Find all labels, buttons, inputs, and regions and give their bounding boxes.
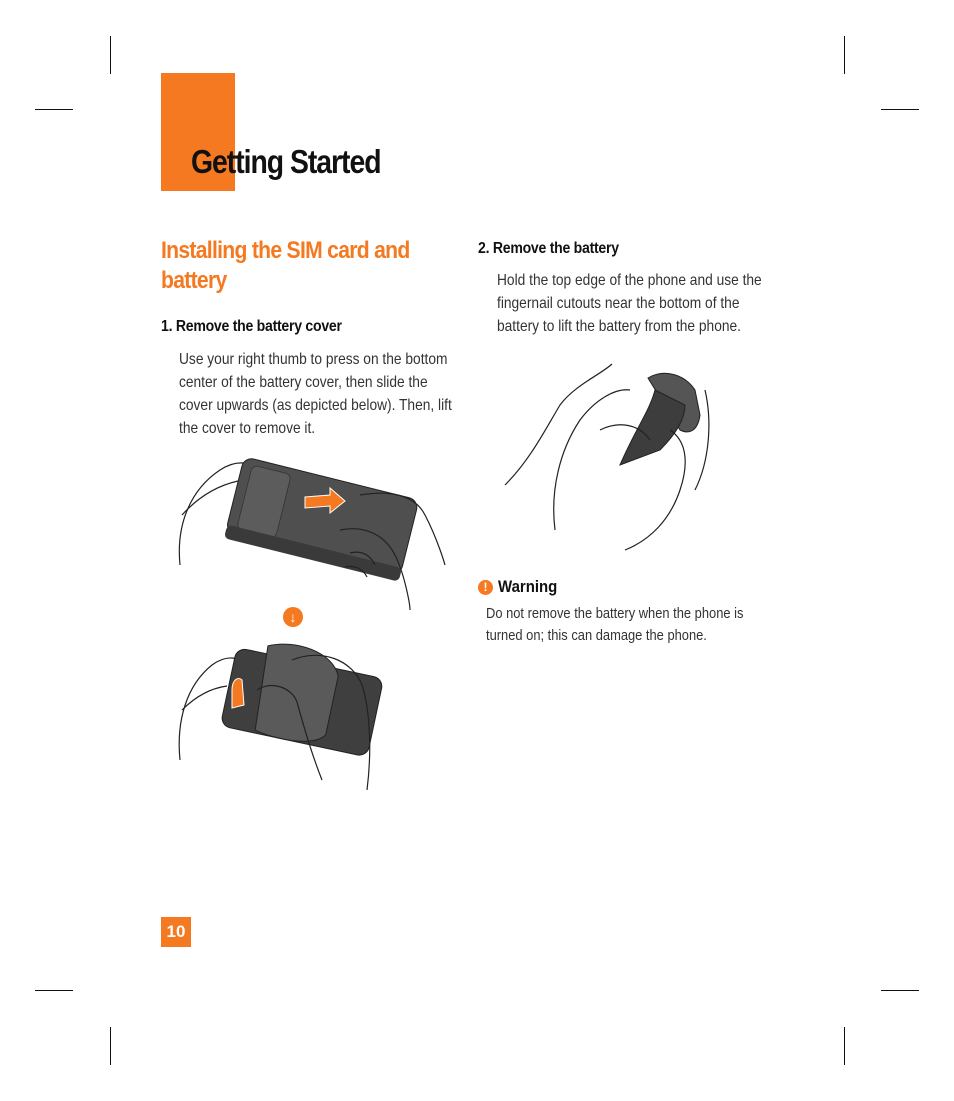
- warning-heading: [478, 577, 565, 597]
- crop-mark: [35, 990, 73, 991]
- step-2-text: Hold the top edge of the phone and use the fingernail cutouts near the bottom of the battery to lift the battery from the phone.: [497, 272, 762, 335]
- crop-mark: [110, 36, 111, 74]
- warning-icon: !: [478, 580, 493, 595]
- remove-battery-illustration: [500, 360, 720, 555]
- crop-mark: [844, 1027, 845, 1065]
- crop-mark: [110, 1027, 111, 1065]
- step-1-text: Use your right thumb to press on the bottom center of the battery cover, then slide the cover upwards (as depicted below). Then, lift the cover to remove it.: [179, 351, 452, 437]
- section-title: Installing the SIM card and battery: [161, 237, 410, 294]
- crop-mark: [881, 109, 919, 110]
- lift-cover-illustration: [172, 640, 392, 800]
- warning-label: Warning: [498, 577, 558, 596]
- crop-mark: [881, 990, 919, 991]
- step-1-heading: 1. Remove the battery cover: [161, 318, 342, 335]
- crop-mark: [35, 109, 73, 110]
- down-arrow-icon: ↓: [283, 607, 303, 627]
- chapter-title: Getting Started: [191, 143, 381, 180]
- page-number: 10: [161, 917, 191, 947]
- crop-mark: [844, 36, 845, 74]
- warning-text: Do not remove the battery when the phone is turned on; this can damage the phone.: [486, 605, 744, 644]
- slide-cover-illustration: [170, 455, 450, 615]
- step-2-heading: 2. Remove the battery: [478, 240, 619, 257]
